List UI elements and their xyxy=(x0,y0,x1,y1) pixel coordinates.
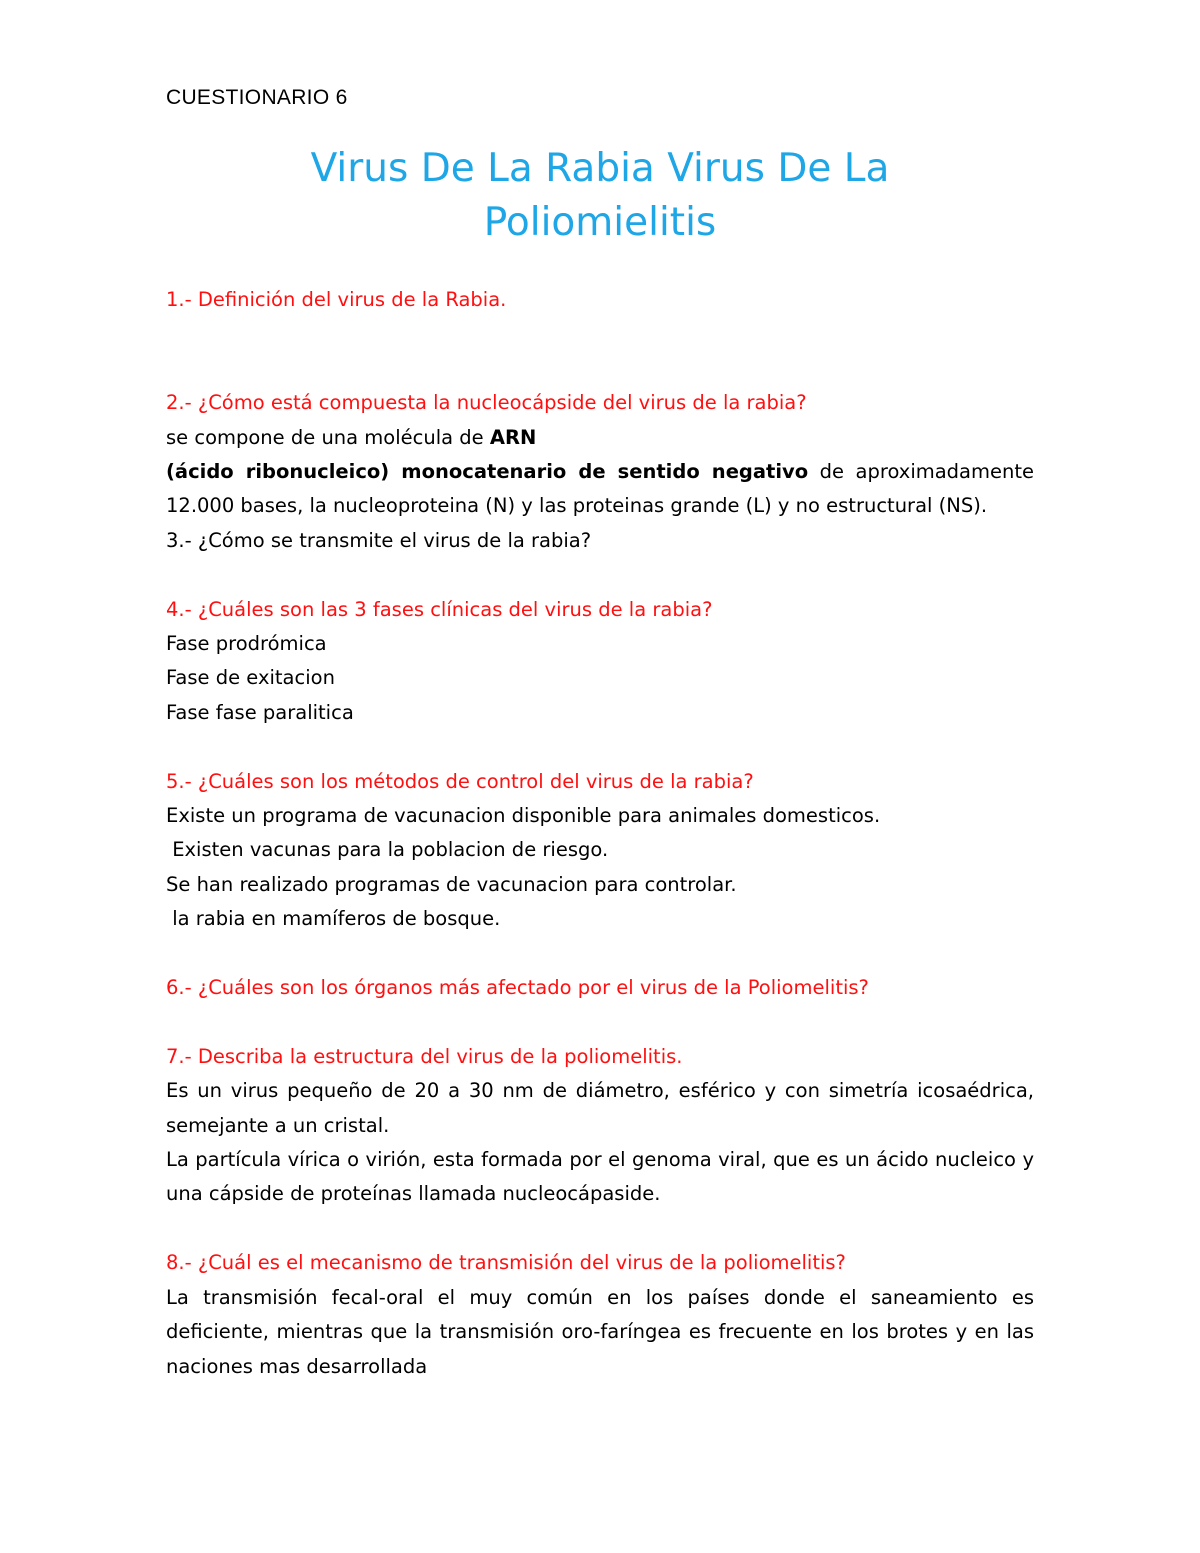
answer-2-arn: ARN xyxy=(489,425,537,449)
question-4: 4.- ¿Cuáles son las 3 fases clínicas del virus de la rabia? xyxy=(166,597,713,621)
answer-2-line-1 xyxy=(166,421,1034,455)
answer-4-item: Fase de exitacion xyxy=(166,666,335,690)
document-header: CUESTIONARIO 6 xyxy=(166,86,348,109)
spacer xyxy=(166,317,1034,386)
question-8: 8.- ¿Cuál es el mecanismo de transmisión del virus de la poliomelitis? xyxy=(166,1251,846,1275)
questionnaire-body xyxy=(166,283,1034,1384)
answer-7-paragraph-2: La partícula vírica o virión, esta formada por el genoma viral, que es un ácido nucleico y una cápside de proteínas llamada nucleocápaside. xyxy=(166,1148,1034,1206)
question-7: 7.- Describa la estructura del virus de la poliomelitis. xyxy=(166,1044,683,1068)
answer-2-prefix: se compone de una molécula de xyxy=(166,425,490,449)
answer-7-paragraph-1: Es un virus pequeño de 20 a 30 nm de diámetro, esférico y con simetría icosaédrica, semejante a un cristal. xyxy=(166,1079,1034,1137)
answer-5-line: la rabia en mamíferos de bosque. xyxy=(166,907,501,931)
spacer xyxy=(166,937,1034,971)
answer-4-item: Fase prodrómica xyxy=(166,632,327,656)
answer-8-paragraph: La transmisión fecal-oral el muy común en los países donde el saneamiento es deficiente, mientras que la transmisión oro-faríngea es frecuente en los brotes y en las naciones mas desarrollada xyxy=(166,1285,1034,1378)
answer-2-body xyxy=(166,455,1034,524)
question-1: 1.- Definición del virus de la Rabia. xyxy=(166,288,507,311)
question-3: 3.- ¿Cómo se transmite el virus de la rabia? xyxy=(166,528,592,552)
answer-5-line: Existen vacunas para la poblacion de riesgo. xyxy=(166,838,609,862)
spacer xyxy=(166,558,1034,592)
question-6: 6.- ¿Cuáles son los órganos más afectado por el virus de la Poliomelitis? xyxy=(166,976,869,1000)
question-2: 2.- ¿Cómo está compuesta la nucleocápside del virus de la rabia? xyxy=(166,391,807,415)
title-line-1: Virus De La Rabia Virus De La xyxy=(310,146,890,191)
question-5: 5.- ¿Cuáles son los métodos de control del virus de la rabia? xyxy=(166,769,754,793)
answer-5-line: Existe un programa de vacunacion disponible para animales domesticos. xyxy=(166,804,881,828)
spacer xyxy=(166,1212,1034,1246)
spacer xyxy=(166,1005,1034,1039)
spacer xyxy=(166,730,1034,764)
title-line-2: Poliomielitis xyxy=(483,200,717,245)
document-title xyxy=(166,142,1034,250)
answer-2-rest: de aproximadamente 12.000 bases, la nucleoproteina (N) y las proteinas grande (L) y no estructural (NS). xyxy=(166,460,1034,518)
answer-4-item: Fase fase paralitica xyxy=(166,700,354,724)
answer-2-bold-phrase: (ácido ribonucleico) monocatenario de sentido negativo xyxy=(166,460,809,484)
answer-5-line: Se han realizado programas de vacunacion para controlar. xyxy=(166,872,737,896)
